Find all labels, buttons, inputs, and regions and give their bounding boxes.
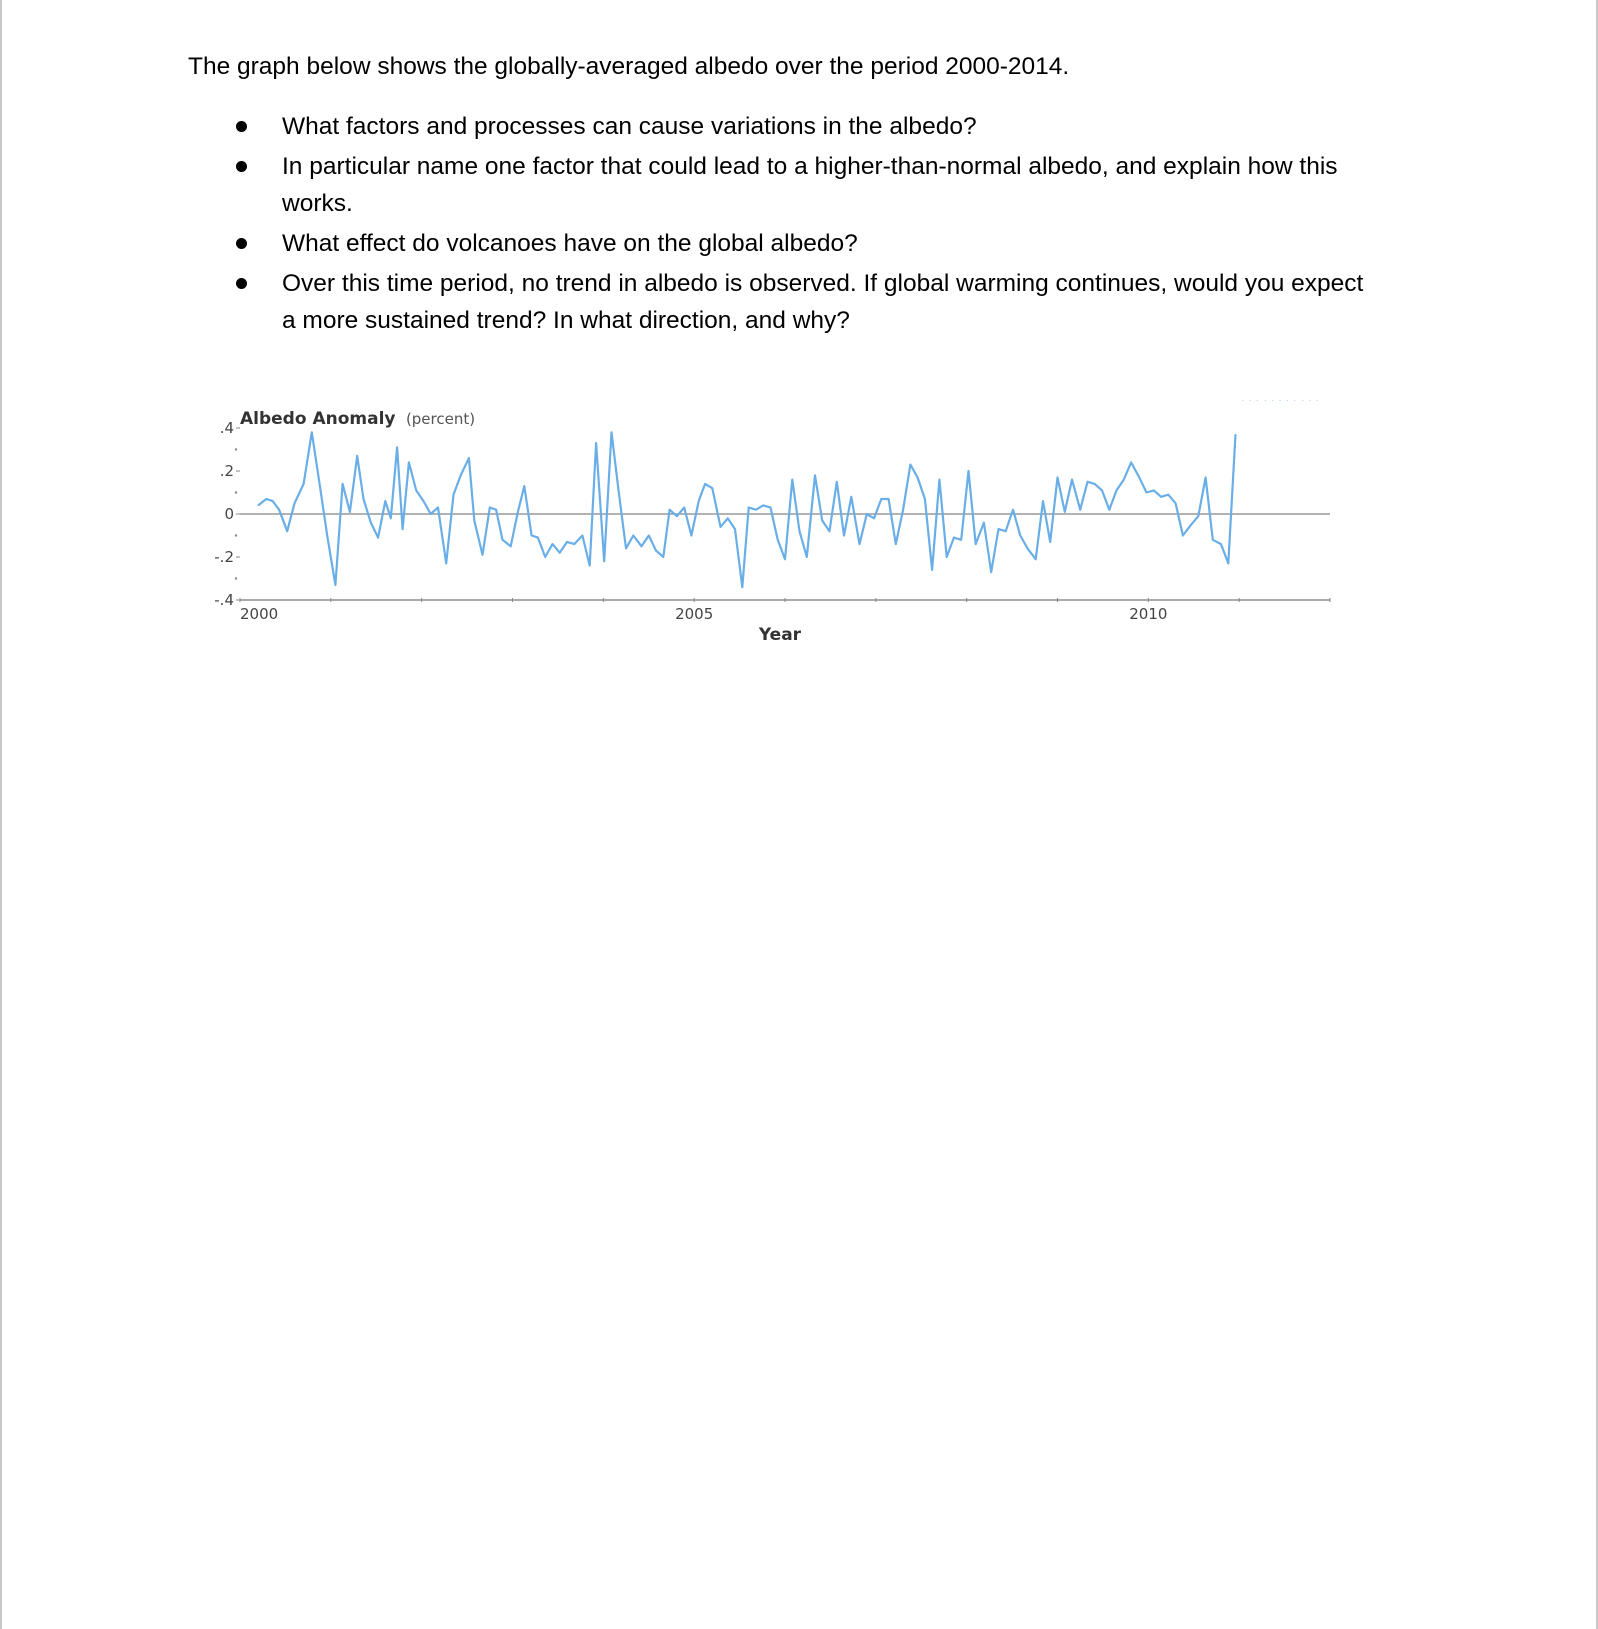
data-point <box>910 464 911 465</box>
data-point <box>1020 535 1021 536</box>
data-point <box>1220 544 1221 545</box>
data-point <box>734 528 735 529</box>
data-point <box>1302 400 1303 401</box>
y-minor-tick <box>235 577 237 579</box>
data-point <box>873 518 874 519</box>
data-point <box>1094 483 1095 484</box>
data-point <box>385 501 386 502</box>
data-point <box>545 556 546 557</box>
data-point <box>1123 479 1124 480</box>
y-minor-tick <box>235 491 237 493</box>
data-point <box>1042 501 1043 502</box>
question-item <box>0 225 1382 262</box>
question-text: What factors and processes can cause variations in the albedo? <box>282 113 977 140</box>
data-point <box>684 507 685 508</box>
data-point <box>1205 477 1206 478</box>
question-item <box>0 265 1382 339</box>
data-point <box>712 488 713 489</box>
bullet-icon <box>236 238 247 249</box>
data-point <box>524 485 525 486</box>
data-point <box>408 462 409 463</box>
data-point <box>763 505 764 506</box>
data-point <box>727 518 728 519</box>
data-point <box>859 544 860 545</box>
data-point <box>829 531 830 532</box>
data-point <box>1272 400 1273 401</box>
data-point <box>676 516 677 517</box>
data-point <box>843 535 844 536</box>
data-point <box>691 535 692 536</box>
data-point <box>1050 541 1051 542</box>
data-point <box>1005 531 1006 532</box>
data-point <box>1249 400 1250 401</box>
data-point <box>559 552 560 553</box>
chart-svg <box>200 400 1400 700</box>
data-point <box>502 539 503 540</box>
data-point <box>272 501 273 502</box>
data-point <box>1153 490 1154 491</box>
data-point <box>1087 481 1088 482</box>
data-point <box>704 483 705 484</box>
chart-title-text: Albedo Anomaly <box>240 409 396 429</box>
data-point <box>510 546 511 547</box>
data-point <box>784 559 785 560</box>
chart-title <box>240 409 475 429</box>
data-point <box>266 498 267 499</box>
data-point <box>496 509 497 510</box>
data-point <box>1130 462 1131 463</box>
data-point <box>363 498 364 499</box>
data-point <box>1294 400 1295 401</box>
question-item <box>0 148 1382 222</box>
data-point <box>294 503 295 504</box>
data-point <box>517 511 518 512</box>
bullet-icon <box>236 161 247 172</box>
data-point <box>932 569 933 570</box>
data-point <box>655 550 656 551</box>
y-minor-tick <box>235 448 237 450</box>
data-point <box>814 475 815 476</box>
data-point <box>437 507 438 508</box>
data-point <box>319 485 320 486</box>
x-axis <box>240 598 1330 623</box>
data-point <box>1012 509 1013 510</box>
data-point <box>1182 535 1183 536</box>
data-point <box>669 509 670 510</box>
data-point <box>1287 400 1288 401</box>
data-point <box>402 528 403 529</box>
data-point <box>327 535 328 536</box>
data-point <box>1257 400 1258 401</box>
bullet-icon <box>236 121 247 132</box>
chart-title-unit: (percent) <box>405 410 476 428</box>
data-point <box>460 475 461 476</box>
data-point <box>1071 479 1072 480</box>
question-list <box>0 108 1382 342</box>
data-point <box>822 520 823 521</box>
data-point <box>430 513 431 514</box>
y-axis <box>214 419 240 609</box>
data-point <box>1190 524 1191 525</box>
data-point <box>303 483 304 484</box>
data-point <box>975 544 976 545</box>
data-point <box>531 535 532 536</box>
question-text: In particular name one factor that could lead to a higher-than-normal albedo, and explain how this works. <box>282 153 1338 217</box>
data-point <box>895 544 896 545</box>
data-point <box>663 556 664 557</box>
data-point <box>799 531 800 532</box>
y-tick-label: -.2 <box>214 548 234 566</box>
data-point <box>1198 516 1199 517</box>
data-point <box>611 432 612 433</box>
data-point <box>881 498 882 499</box>
data-point <box>1309 400 1310 401</box>
question-item <box>0 108 1382 145</box>
data-point <box>748 507 749 508</box>
data-point <box>552 544 553 545</box>
data-point <box>474 520 475 521</box>
data-point <box>888 498 889 499</box>
data-point <box>537 537 538 538</box>
data-point <box>924 498 925 499</box>
data-point <box>589 565 590 566</box>
data-point <box>983 522 984 523</box>
data-point <box>278 509 279 510</box>
data-point <box>604 561 605 562</box>
data-point <box>595 442 596 443</box>
data-point <box>633 535 634 536</box>
data-point <box>806 556 807 557</box>
bullet-icon <box>236 278 247 289</box>
data-point <box>1064 511 1065 512</box>
y-tick-label: 0 <box>224 505 234 523</box>
x-tick-label: 2000 <box>240 605 279 623</box>
data-point <box>902 509 903 510</box>
data-point <box>468 458 469 459</box>
y-tick-label: .4 <box>219 419 234 437</box>
albedo-chart <box>200 400 1400 700</box>
data-point <box>755 509 756 510</box>
data-point <box>792 479 793 480</box>
data-point <box>968 470 969 471</box>
data-point <box>961 539 962 540</box>
data-point <box>1279 400 1280 401</box>
data-point <box>1080 509 1081 510</box>
x-tick-label: 2010 <box>1129 605 1168 623</box>
data-point <box>489 507 490 508</box>
data-point <box>618 492 619 493</box>
question-text: What effect do volcanoes have on the global albedo? <box>282 230 858 257</box>
data-point <box>574 544 575 545</box>
data-point <box>342 483 343 484</box>
data-point <box>1146 492 1147 493</box>
data-point <box>720 526 721 527</box>
question-text: Over this time period, no trend in albedo is observed. If global warming continues, would you expect a more sustained trend? In what direction, and why? <box>282 270 1364 334</box>
data-point <box>836 481 837 482</box>
data-point <box>698 501 699 502</box>
data-point <box>423 501 424 502</box>
data-point <box>1235 434 1236 435</box>
data-point <box>1109 509 1110 510</box>
data-point <box>953 537 954 538</box>
data-point <box>648 535 649 536</box>
data-point <box>416 490 417 491</box>
y-tick-label: .2 <box>219 462 234 480</box>
data-point <box>1101 490 1102 491</box>
svg-text:Albedo Anomaly (percen <box>240 409 475 429</box>
data-point <box>1228 563 1229 564</box>
data-point <box>582 535 583 536</box>
data-point <box>1160 496 1161 497</box>
data-point <box>1168 494 1169 495</box>
x-axis-label: Year <box>758 625 802 645</box>
data-point <box>453 494 454 495</box>
data-point <box>349 511 350 512</box>
data-point <box>946 556 947 557</box>
data-point <box>1175 503 1176 504</box>
x-tick-label: 2005 <box>675 605 714 623</box>
data-point <box>742 587 743 588</box>
data-point <box>1317 400 1318 401</box>
data-point <box>258 505 259 506</box>
data-point <box>777 539 778 540</box>
data-point <box>991 571 992 572</box>
data-point <box>287 531 288 532</box>
data-point <box>311 432 312 433</box>
data-point <box>1265 400 1266 401</box>
data-point <box>939 479 940 480</box>
intro-paragraph: The graph below shows the globally-averaged albedo over the period 2000-2014. <box>188 53 1070 80</box>
data-point <box>370 522 371 523</box>
data-point <box>1027 548 1028 549</box>
data-point <box>625 548 626 549</box>
data-point <box>566 541 567 542</box>
data-point <box>998 528 999 529</box>
data-point <box>866 513 867 514</box>
data-point <box>357 455 358 456</box>
data-point <box>390 518 391 519</box>
series-line <box>258 432 1235 587</box>
data-point <box>1116 490 1117 491</box>
data-point <box>482 554 483 555</box>
data-point <box>1212 539 1213 540</box>
y-tick-label: -.4 <box>214 591 234 609</box>
y-minor-tick <box>235 534 237 536</box>
data-point <box>1035 559 1036 560</box>
data-point <box>377 537 378 538</box>
data-point <box>1242 400 1243 401</box>
data-point <box>641 546 642 547</box>
data-point <box>335 584 336 585</box>
data-point <box>1139 477 1140 478</box>
data-point <box>397 447 398 448</box>
data-point <box>917 477 918 478</box>
data-point <box>446 563 447 564</box>
data-point <box>1057 477 1058 478</box>
data-point <box>851 496 852 497</box>
data-point <box>770 507 771 508</box>
